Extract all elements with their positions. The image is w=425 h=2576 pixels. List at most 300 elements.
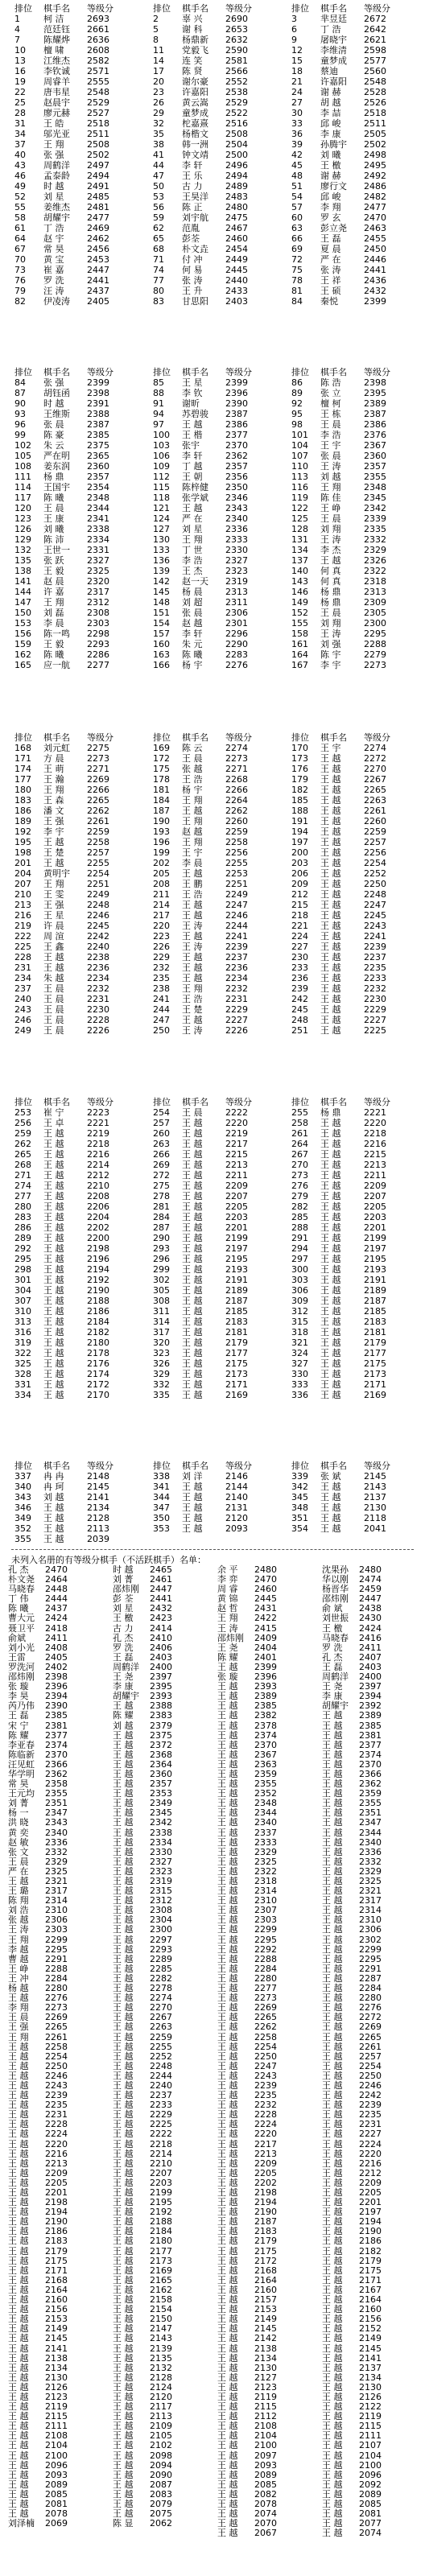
rank-cell: 303: [291, 1275, 308, 1285]
player-name: 王 越: [322, 1924, 343, 1935]
rank-cell: 278: [153, 1191, 170, 1201]
table-row: [291, 900, 398, 910]
rating-cell: 2495: [364, 160, 386, 171]
rating-cell: 2226: [225, 1025, 248, 1036]
list-item: [322, 2364, 383, 2373]
table-row: [14, 1243, 121, 1254]
player-name: 朴文尧: [8, 1574, 35, 1585]
rank-cell: 161: [291, 639, 308, 649]
table-row: [153, 566, 259, 576]
table-row: [291, 451, 398, 461]
rank-cell: 262: [14, 1139, 31, 1149]
rating-value: 2183: [254, 2226, 277, 2237]
player-name-cell: 李钦诚: [43, 66, 70, 76]
rank-cell: 220: [153, 921, 170, 931]
rating-cell: 2496: [225, 160, 248, 171]
rating-value: 2203: [150, 2177, 172, 2188]
rating-cell: 2227: [225, 1015, 248, 1025]
rank-cell: 100: [153, 430, 170, 440]
rating-value: 2398: [45, 1671, 68, 1683]
rank-cell: 184: [153, 795, 170, 806]
rating-cell: 2131: [225, 1502, 248, 1513]
player-name-cell: 何 真: [320, 576, 341, 587]
rating-cell: 2318: [364, 576, 386, 587]
rating-value: 2067: [254, 2528, 277, 2539]
player-name: 王 越: [322, 2499, 343, 2509]
player-name: 王 越: [322, 1846, 343, 1857]
player-name: 王 越: [322, 2401, 343, 2413]
rating-cell: 2274: [364, 743, 386, 753]
rating-value: 2254: [45, 2050, 68, 2062]
player-name: 王 越: [113, 1700, 134, 1712]
player-name-cell: 李 宇: [43, 826, 64, 837]
table-row: [153, 1025, 259, 1036]
player-name-cell: 陈梓健: [182, 482, 208, 493]
player-name: 王 越: [217, 1807, 238, 1819]
rank-cell: 329: [153, 1369, 170, 1379]
table-row: [14, 994, 121, 1004]
rating-cell: 2320: [87, 576, 109, 587]
player-name: 王 越: [217, 1993, 238, 2004]
header-name: 棋手名: [182, 3, 208, 14]
table-row: [153, 76, 259, 87]
table-row: [153, 994, 259, 1004]
rating-cell: 2516: [225, 118, 248, 129]
player-name-cell: 刘 曦: [43, 524, 64, 534]
table-row: [14, 419, 121, 430]
table-row: [14, 461, 121, 472]
player-name: 王 越: [113, 2022, 134, 2033]
list-item: [8, 2022, 69, 2032]
table-row: [14, 286, 121, 296]
player-name: 王 越: [113, 2284, 134, 2295]
rating-value: 2175: [254, 2245, 277, 2257]
player-name: 王 越: [322, 1749, 343, 1760]
rating-value: 2460: [254, 1584, 277, 1595]
player-name-cell: 张学斌: [182, 493, 208, 503]
list-item: [8, 2257, 69, 2266]
table-row: [14, 774, 121, 785]
player-name: 王 越: [217, 2070, 238, 2081]
player-name: 严 在: [8, 1865, 29, 1877]
rank-cell: 81: [291, 286, 303, 296]
rank-cell: 244: [153, 1004, 170, 1015]
player-name-cell: 胡耀宇: [43, 212, 70, 223]
rating-cell: 2193: [225, 1264, 248, 1275]
player-name-cell: 张 晨: [320, 451, 341, 461]
rating-value: 2407: [359, 1651, 382, 1663]
table-row: [14, 587, 121, 597]
table-row: [14, 1025, 121, 1036]
rating-cell: 2144: [225, 1482, 248, 1492]
player-name: 芮乃伟: [8, 1700, 35, 1712]
player-name-cell: 刘 超: [182, 597, 203, 608]
rank-cell: 157: [153, 629, 170, 639]
player-name-cell: 苏碧骏: [182, 409, 208, 419]
header-name: 棋手名: [182, 367, 208, 377]
player-name: 王 越: [322, 2362, 343, 2373]
rank-cell: 45: [291, 160, 303, 171]
rank-cell: 98: [291, 419, 303, 430]
player-name-cell: 王 越: [182, 1379, 203, 1390]
rating-value: 2377: [45, 1729, 68, 1741]
header-score: 等级分: [87, 367, 113, 377]
rating-value: 2340: [359, 1836, 382, 1848]
rating-value: 2145: [359, 2343, 382, 2354]
rating-cell: 2326: [364, 555, 386, 566]
list-item: [8, 2149, 69, 2159]
list-item: [322, 2236, 383, 2246]
rating-cell: 2273: [225, 753, 248, 764]
player-name: 刘 浩: [8, 1905, 29, 1916]
rank-cell: 64: [14, 233, 26, 244]
rating-cell: 2176: [87, 1358, 109, 1369]
table-row: [14, 795, 121, 806]
player-name: 王 越: [322, 2255, 343, 2266]
rank-cell: 160: [153, 639, 170, 649]
table-row: [14, 1285, 121, 1296]
player-name: 王 越: [113, 2158, 134, 2169]
list-item: [217, 1828, 279, 1838]
ranking-table: [14, 1097, 121, 1400]
rating-cell: 2187: [364, 1296, 386, 1306]
player-name: 王 越: [217, 2138, 238, 2149]
rating-cell: 2436: [364, 275, 386, 286]
header-rank: 排位: [291, 1461, 309, 1471]
rating-value: 2445: [254, 1593, 277, 1605]
player-name-cell: 王 越: [182, 1502, 203, 1513]
rating-cell: 2179: [364, 1337, 386, 1348]
rating-cell: 2577: [364, 56, 386, 66]
rank-cell: 229: [153, 952, 170, 962]
player-name-cell: 杨 宇: [182, 785, 203, 795]
player-name: 王 越: [113, 2430, 134, 2442]
player-name: 王 越: [217, 2508, 238, 2520]
table-row: [14, 1358, 121, 1369]
player-name: 刘 菁: [113, 1574, 134, 1585]
rating-value: 2137: [359, 2362, 382, 2373]
player-name-cell: 王 越: [320, 1004, 341, 1015]
player-name: 王 越: [113, 2060, 134, 2071]
rank-cell: 126: [14, 524, 31, 534]
table-row: [153, 419, 259, 430]
player-name: 王 越: [217, 2090, 238, 2101]
rating-value: 2087: [150, 2479, 172, 2490]
player-name: 王 越: [113, 1749, 134, 1760]
rating-cell: 2489: [225, 181, 248, 192]
table-row: [153, 1222, 259, 1233]
player-name-cell: 王 卓: [43, 1118, 64, 1128]
rating-cell: 2433: [225, 286, 248, 296]
list-item: [113, 1624, 174, 1634]
rating-value: 2120: [150, 2391, 172, 2402]
rank-cell: 162: [14, 649, 31, 660]
rating-cell: 2209: [364, 1181, 386, 1191]
player-name-cell: 王 越: [182, 1191, 203, 1201]
list-item: [8, 1818, 69, 1828]
rank-cell: 116: [291, 482, 308, 493]
player-name: 王 越: [217, 2323, 238, 2335]
rating-value: 2177: [150, 2245, 172, 2257]
rating-value: 2358: [45, 1778, 68, 1790]
rank-cell: 136: [153, 555, 170, 566]
player-name-cell: 王 晨: [320, 513, 341, 524]
rank-cell: 320: [153, 1337, 170, 1348]
rating-cell: 2234: [87, 973, 109, 983]
player-name-cell: 陈 正: [182, 202, 203, 212]
rating-cell: 2234: [225, 973, 248, 983]
player-name-cell: 陈 浩: [320, 377, 341, 388]
rating-value: 2209: [45, 2167, 68, 2178]
rank-cell: 326: [153, 1358, 170, 1369]
rank-cell: 152: [291, 608, 308, 618]
table-row: [291, 97, 398, 108]
player-name: 王 越: [322, 1758, 343, 1770]
player-name: 王 晨: [8, 2012, 29, 2023]
player-name: 王 越: [217, 2012, 238, 2023]
rank-cell: 318: [291, 1327, 308, 1337]
player-name: 王 越: [217, 1972, 238, 1984]
rank-cell: 187: [153, 806, 170, 816]
player-name: 王 越: [113, 2411, 134, 2422]
ranking-table: [14, 3, 121, 307]
player-name: 王 越: [113, 2226, 134, 2237]
list-item: [322, 2052, 383, 2062]
player-name: 刘泽楠: [8, 2518, 35, 2529]
rating-value: 2293: [150, 1943, 172, 1955]
player-name-cell: 廖行文: [320, 181, 347, 192]
rating-value: 2368: [150, 1749, 172, 1760]
list-item: [113, 1925, 174, 1935]
player-name-cell: 王 越: [320, 847, 341, 858]
player-name-cell: 王 越: [320, 1170, 341, 1181]
rating-value: 2441: [150, 1593, 172, 1605]
rating-cell: 2210: [87, 1181, 109, 1191]
rating-value: 2093: [254, 2459, 277, 2471]
rating-cell: 2128: [87, 1513, 109, 1523]
player-name: 王 越: [113, 2479, 134, 2490]
rank-cell: 314: [153, 1317, 170, 1327]
rating-cell: 2265: [87, 795, 109, 806]
rank-cell: 354: [291, 1523, 308, 1534]
player-name-cell: 檀 啸: [43, 45, 64, 56]
rating-cell: 2475: [225, 212, 248, 223]
rating-value: 2207: [150, 2167, 172, 2178]
list-item: [217, 1945, 279, 1955]
rating-cell: 2391: [87, 398, 109, 409]
player-name-cell: 王 越: [43, 1369, 64, 1379]
player-name-cell: 王 越: [320, 1015, 341, 1025]
rating-value: 2224: [254, 2119, 277, 2130]
rating-value: 2096: [45, 2459, 68, 2471]
player-name-cell: 王 越: [182, 1212, 203, 1222]
player-name-cell: 杨 晨: [182, 587, 203, 597]
player-name: 王 越: [217, 2022, 238, 2033]
rank-cell: 72: [291, 254, 303, 265]
table-row: [291, 171, 398, 181]
rating-cell: 2301: [225, 618, 248, 629]
rating-cell: 2582: [87, 56, 109, 66]
rating-cell: 2552: [225, 76, 248, 87]
rating-value: 2261: [359, 2041, 382, 2052]
rating-value: 2127: [254, 2372, 277, 2383]
rank-cell: 3: [291, 14, 297, 24]
table-row: [153, 296, 259, 307]
rating-value: 2414: [150, 1622, 172, 1634]
table-row: [291, 150, 398, 160]
player-name: 王 越: [113, 2216, 134, 2228]
rating-cell: 2140: [225, 1492, 248, 1502]
header-row: [153, 1461, 259, 1471]
table-row: [14, 1015, 121, 1025]
inactive-column: [113, 1565, 174, 2529]
player-name-cell: 王 越: [320, 1254, 341, 1264]
rating-cell: 2387: [364, 409, 386, 419]
rank-cell: 113: [291, 472, 308, 482]
player-name: 王 越: [8, 2430, 29, 2442]
player-name-cell: 王 越: [320, 806, 341, 816]
rating-value: 2243: [45, 2079, 68, 2091]
rank-cell: 344: [153, 1492, 170, 1502]
rating-value: 2447: [150, 1584, 172, 1595]
player-name-cell: 张 立: [320, 388, 341, 398]
rating-value: 2397: [150, 1671, 172, 1683]
rank-cell: 177: [14, 774, 31, 785]
table-row: [153, 743, 259, 753]
table-row: [14, 753, 121, 764]
list-item: [217, 2364, 279, 2373]
table-row: [14, 942, 121, 952]
player-name: 王 越: [113, 1865, 134, 1877]
rank-cell: 269: [153, 1160, 170, 1170]
rating-value: 2291: [359, 1963, 382, 1974]
rank-cell: 304: [14, 1285, 31, 1296]
player-name-cell: 王 越: [182, 868, 203, 879]
rating-cell: 2449: [225, 254, 248, 265]
rating-cell: 2192: [87, 1275, 109, 1285]
table-row: [14, 1181, 121, 1191]
player-name-cell: 连 笑: [182, 56, 203, 66]
rating-cell: 2274: [225, 743, 248, 753]
player-name-cell: 杨 鼎: [320, 1107, 341, 1118]
table-row: [14, 534, 121, 545]
player-name: 王 越: [217, 2450, 238, 2461]
rank-cell: 310: [14, 1306, 31, 1317]
table-row: [291, 806, 398, 816]
rating-cell: 2511: [87, 129, 109, 139]
rating-value: 2100: [254, 2440, 277, 2451]
rating-cell: 2661: [87, 24, 109, 35]
rank-cell: 284: [153, 1212, 170, 1222]
table-row: [153, 87, 259, 97]
player-name-cell: 王 晨: [320, 419, 341, 430]
table-row: [14, 76, 121, 87]
player-name: 王 越: [113, 2031, 134, 2042]
rating-cell: 2182: [87, 1327, 109, 1337]
table-row: [291, 139, 398, 150]
player-name: 王 越: [8, 2323, 29, 2335]
rank-cell: 134: [291, 545, 308, 555]
rank-cell: 352: [14, 1523, 31, 1534]
rating-value: 2337: [254, 1827, 277, 1838]
player-name-cell: 王 越: [182, 419, 203, 430]
rating-cell: 2309: [364, 597, 386, 608]
player-name-cell: 陈 豪: [43, 430, 64, 440]
rank-cell: 351: [291, 1513, 308, 1523]
player-name: 王 越: [322, 1798, 343, 1809]
rating-value: 2357: [150, 1778, 172, 1790]
rating-value: 2255: [150, 2041, 172, 2052]
rank-cell: 120: [14, 503, 31, 513]
player-name-cell: 王 越: [320, 1212, 341, 1222]
list-item: [217, 1634, 279, 1643]
rating-cell: 2245: [364, 910, 386, 921]
table-row: [14, 265, 121, 275]
table-row: [153, 649, 259, 660]
rating-value: 2202: [254, 2177, 277, 2188]
player-name: 王 越: [113, 2450, 134, 2461]
rank-cell: 169: [153, 743, 170, 753]
rank-cell: 311: [153, 1306, 170, 1317]
player-name: 余 平: [217, 1564, 238, 1575]
table-row: [153, 66, 259, 76]
player-name: 王 越: [322, 2187, 343, 2198]
player-name-cell: 时 越: [43, 398, 64, 409]
player-name: 王 越: [322, 2079, 343, 2091]
player-name: 汪见虹: [8, 1758, 35, 1770]
rating-value: 2075: [150, 2508, 172, 2520]
table-row: [14, 1233, 121, 1243]
rank-cell: 77: [153, 275, 164, 286]
rank-cell: 274: [14, 1181, 31, 1191]
rating-cell: 2251: [225, 879, 248, 889]
rank-cell: 309: [291, 1296, 308, 1306]
rating-value: 2388: [150, 1700, 172, 1712]
rating-cell: 2276: [225, 660, 248, 670]
table-row: [153, 493, 259, 503]
player-name: 王 越: [217, 1798, 238, 1809]
player-name-cell: 李 杰: [320, 545, 341, 555]
rating-value: 2115: [359, 2421, 382, 2432]
rating-cell: 2262: [87, 806, 109, 816]
player-name-cell: 李 康: [320, 129, 341, 139]
rating-cell: 2511: [364, 118, 386, 129]
rating-cell: 2179: [225, 1337, 248, 1348]
rank-cell: 133: [153, 545, 170, 555]
list-item: [113, 2052, 174, 2062]
rating-cell: 2319: [225, 576, 248, 587]
rank-cell: 79: [14, 286, 26, 296]
table-row: [153, 1264, 259, 1275]
rating-cell: 2331: [87, 545, 109, 555]
rank-cell: 349: [14, 1513, 31, 1523]
rank-cell: 93: [14, 409, 26, 419]
rating-value: 2126: [359, 2391, 382, 2402]
player-name: 王 越: [217, 2401, 238, 2413]
player-name: 王 越: [217, 1836, 238, 1848]
player-name: 王 越: [217, 1729, 238, 1741]
rank-cell: 180: [14, 785, 31, 795]
rating-value: 2422: [254, 1613, 277, 1624]
rating-value: 2214: [150, 2148, 172, 2159]
list-item: [217, 2257, 279, 2266]
player-name: 李 康: [113, 1681, 134, 1692]
rating-cell: 2581: [225, 56, 248, 66]
rating-cell: 2357: [225, 461, 248, 472]
rank-cell: 234: [14, 973, 31, 983]
ranking-table: [14, 1461, 121, 1544]
rating-cell: 2386: [364, 419, 386, 430]
